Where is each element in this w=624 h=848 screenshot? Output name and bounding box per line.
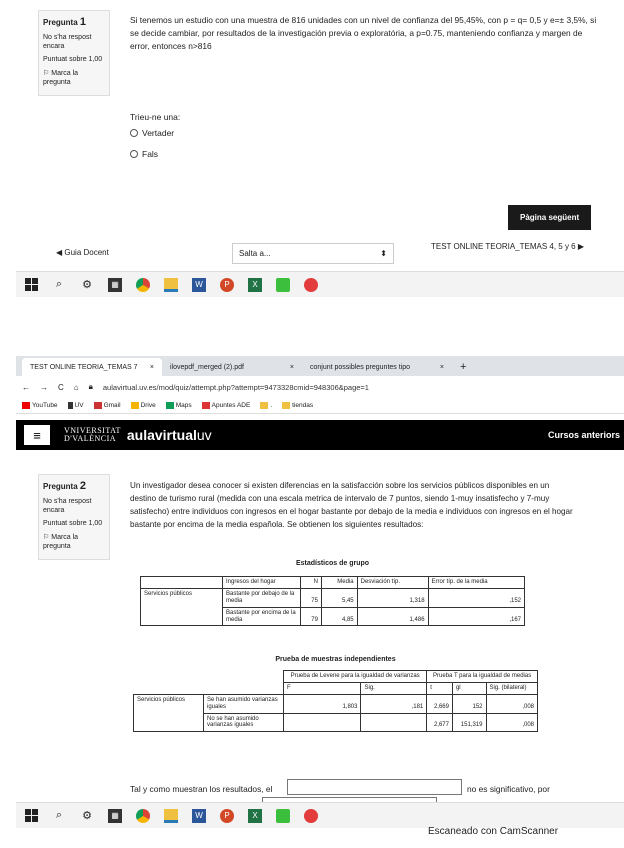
flag-icon: ⚐: [43, 69, 50, 77]
question-text: Si tenemos un estudio con una muestra de 816 unidades con un nivel de confianza del 95,45%, con p = q= 0,5 y e=± 3,5%, si se decide cambiar, por resultados de la investigación previa o exploratória, a p=0.75, manteniendo confianza y margen de error, entonces n>816: [130, 15, 597, 52]
chevron-updown-icon: ⬍: [380, 249, 387, 258]
browser-tab-bar: [16, 356, 624, 376]
aulavirtual-logo[interactable]: aulavirtualuv: [126, 427, 212, 443]
windows-start-icon[interactable]: [24, 278, 38, 292]
new-tab-button[interactable]: +: [460, 361, 467, 373]
question-text: Un investigador desea conocer si existen diferencias en la satisfacción sobre los servicios públicos disponibles en un destino de turismo rural (medida con una escala metrica de intervalo de 7 puntos, siendo 1-muy insatisfecho y 7-muy satisfecho) entre individuos con ingresos en el hogar bastante por debajo de la media e individuos con ingresos en el hogar bastante por encima de la media española. Se obtienen los siguientes resultados:: [130, 481, 573, 529]
taskbar: [16, 802, 624, 828]
table-header-cell: Sig.: [361, 682, 427, 694]
bookmark-apuntes[interactable]: Apuntes ADE: [202, 402, 251, 409]
table-header-cell: F: [284, 682, 361, 694]
flag-icon: ⚐: [43, 533, 50, 541]
prev-activity-link[interactable]: ◀ Guia Docent: [56, 248, 109, 257]
group-stats-table: [140, 576, 525, 626]
calculator-icon[interactable]: ▦: [108, 278, 122, 292]
radio-icon[interactable]: [130, 150, 138, 158]
question-info-panel: [38, 10, 110, 96]
chrome-icon[interactable]: [136, 809, 150, 823]
lock-icon: 🔒︎: [88, 382, 93, 391]
table-row: Servicios públicos Se han asumido varianzas iguales 1,803 ,181 2,669 152 ,008: [134, 694, 538, 713]
close-icon[interactable]: ×: [439, 363, 444, 371]
question-score: Puntuat sobre 1,00: [43, 56, 103, 64]
table-header-cell: gl: [452, 682, 486, 694]
table-header-cell: Sig. (bilateral): [486, 682, 538, 694]
table-header-cell: Ingresos del hogar: [223, 577, 301, 589]
word-icon[interactable]: W: [192, 278, 206, 292]
table-row: Servicios públicos Bastante por debajo de la media 75 5,45 1,318 ,152: [141, 588, 525, 607]
table-header-cell: Desviación típ.: [357, 577, 428, 589]
address-bar: [16, 378, 624, 396]
powerpoint-icon[interactable]: P: [220, 278, 234, 292]
table1-title: Estadísticos de grupo: [295, 560, 370, 567]
camscanner-watermark: Escaneado con CamScanner: [428, 826, 559, 837]
table-header-cell: N: [301, 577, 322, 589]
excel-icon[interactable]: X: [248, 809, 262, 823]
table-row: Bastante por encima de la media 79 4,85 1,486 ,167: [141, 607, 525, 626]
cursos-anteriors-link[interactable]: Cursos anteriors: [547, 430, 620, 440]
powerpoint-icon[interactable]: P: [220, 809, 234, 823]
answer-prefix: Tal y como muestran los resultados, el: [130, 784, 273, 794]
tab-conjunt[interactable]: conjunt possibles preguntes tipo ×: [310, 363, 444, 371]
flag-question[interactable]: ⚐ Marca la pregunta: [43, 533, 79, 550]
table-header-cell: Error típ. de la media: [428, 577, 524, 589]
tab-quiz[interactable]: TEST ONLINE TEORIA_TEMAS 7 ×: [22, 358, 162, 376]
file-explorer-icon[interactable]: [164, 809, 178, 823]
bookmark-tiendas[interactable]: tiendas: [282, 402, 313, 409]
excel-icon[interactable]: X: [248, 278, 262, 292]
row-label: Servicios públicos: [134, 694, 204, 732]
table-row: No se han asumido varianzas iguales 2,677 151,319 ,008: [134, 713, 538, 732]
table-header-cell: t: [427, 682, 453, 694]
tab-pdf[interactable]: ilovepdf_merged (2).pdf ×: [170, 363, 294, 371]
question-number: Pregunta 1: [43, 16, 87, 28]
answer-suffix: no es significativo, por: [467, 784, 550, 794]
url-field[interactable]: aulavirtual.uv.es/mod/quiz/attempt.php?attempt=9473328cmid=948306&page=1: [102, 382, 369, 392]
back-icon[interactable]: ←: [22, 382, 30, 392]
app-red-icon[interactable]: [304, 809, 318, 823]
bookmark-youtube[interactable]: YouTube: [22, 402, 58, 409]
word-icon[interactable]: W: [192, 809, 206, 823]
close-icon[interactable]: ×: [149, 363, 154, 371]
row-label: Servicios públicos: [141, 588, 223, 626]
windows-start-icon[interactable]: [24, 809, 38, 823]
bookmarks-bar: [16, 398, 624, 414]
app-red-icon[interactable]: [304, 278, 318, 292]
table-header-cell: [141, 577, 223, 589]
taskbar: [16, 271, 624, 297]
bookmark-gmail[interactable]: Gmail: [94, 402, 121, 409]
question-score: Puntuat sobre 1,00: [43, 520, 103, 528]
answer-input[interactable]: [287, 779, 462, 795]
question-info-panel: [38, 474, 110, 560]
bookmark-maps[interactable]: Maps: [166, 402, 192, 409]
answer-prompt: Trieu-ne una:: [130, 112, 181, 122]
question-status: No s'ha respost encara: [43, 34, 92, 51]
ttest-header: Prueba T para la igualdad de medias: [427, 671, 538, 683]
settings-icon[interactable]: ⚙: [82, 279, 92, 291]
reload-icon[interactable]: C: [58, 382, 64, 392]
option-fals[interactable]: Fals: [130, 149, 158, 159]
flag-question[interactable]: ⚐ Marca la pregunta: [43, 69, 79, 86]
next-activity-link[interactable]: TEST ONLINE TEORIA_TEMAS 4, 5 y 6 ▶: [430, 242, 584, 251]
app-green-icon[interactable]: [276, 278, 290, 292]
chrome-icon[interactable]: [136, 278, 150, 292]
option-vertader[interactable]: Vertader: [130, 128, 174, 138]
forward-icon[interactable]: →: [40, 382, 48, 392]
jump-to-select[interactable]: Salta a... ⬍: [232, 243, 394, 264]
table-header-cell: Media: [321, 577, 357, 589]
calculator-icon[interactable]: ▦: [108, 809, 122, 823]
bookmark-folder[interactable]: .: [260, 402, 272, 409]
levene-header: Prueba de Levene para la igualdad de varianzas: [284, 671, 427, 683]
bookmark-uv[interactable]: UV: [68, 402, 84, 409]
search-icon[interactable]: ⌕: [55, 809, 63, 821]
independent-samples-table: [133, 670, 538, 732]
file-explorer-icon[interactable]: [164, 278, 178, 292]
menu-icon[interactable]: ≡: [24, 425, 50, 445]
question-status: No s'ha respost encara: [43, 498, 92, 515]
home-icon[interactable]: ⌂: [73, 382, 79, 392]
close-icon[interactable]: ×: [289, 363, 294, 371]
site-header: [16, 420, 624, 450]
search-icon[interactable]: ⌕: [55, 278, 63, 290]
settings-icon[interactable]: ⚙: [82, 810, 92, 822]
university-logo[interactable]: VNIVERSITAT D'VALÈNCIA: [64, 426, 121, 443]
question-number: Pregunta 2: [43, 480, 87, 492]
bookmark-drive[interactable]: Drive: [131, 402, 156, 409]
table2-title: Prueba de muestras independientes: [275, 656, 396, 663]
app-green-icon[interactable]: [276, 809, 290, 823]
next-page-button[interactable]: Pàgina següent: [508, 205, 591, 230]
radio-icon[interactable]: [130, 129, 138, 137]
